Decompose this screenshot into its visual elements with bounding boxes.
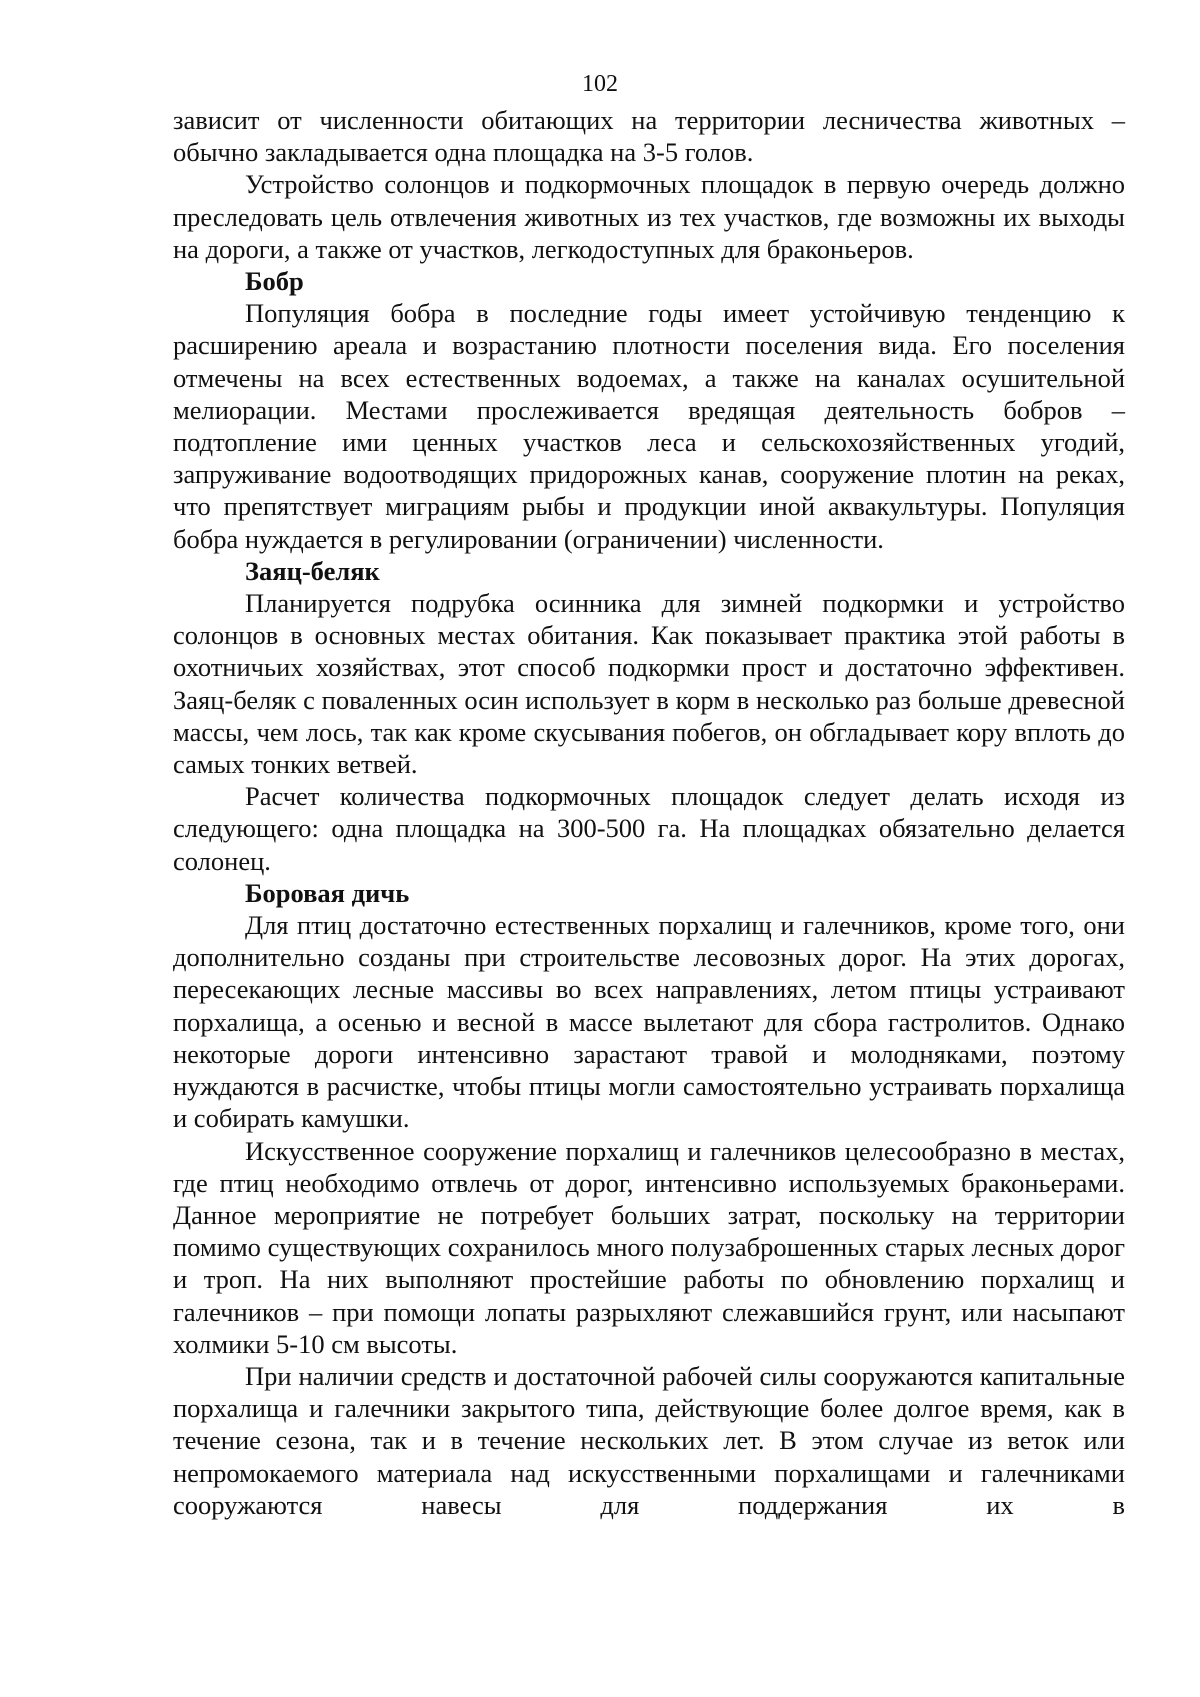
paragraph-hare-sites: Расчет количества подкормочных площадок следует делать исходя из следующего: одна площадка на 300-500 га. На площадках обязательно делается солонец. bbox=[173, 781, 1125, 876]
paragraph-salt-licks: Устройство солонцов и подкормочных площадок в первую очередь должно преследовать цель отвлечения животных из тех участков, где возможны их выходы на дороги, а также от участков, легкодоступных для браконьеров. bbox=[173, 169, 1125, 264]
document-body bbox=[173, 104, 1125, 1521]
heading-beaver: Бобр bbox=[245, 266, 304, 297]
heading-game-birds: Боровая дичь bbox=[245, 877, 410, 908]
heading-hare: Заяц-беляк bbox=[245, 555, 380, 586]
paragraph-beaver: Популяция бобра в последние годы имеет устойчивую тенденцию к расширению ареала и возрастанию плотности поселения вида. Его поселения отмечены на всех естественных водоемах, а также на каналах осушительной мелиорации. Местами прослеживается вредящая деятельность бобров – подтопление ими ценных участков леса и сельскохозяйственных угодий, запруживание водоотводящих придорожных канав, сооружение плотин на реках, что препятствует миграциям рыбы и продукции иной аквакультуры. Популяция бобра нуждается в регулировании (ограничении) численности. bbox=[173, 298, 1125, 554]
paragraph-birds-natural: Для птиц достаточно естественных порхалищ и галечников, кроме того, они дополнительно созданы при строительстве лесовозных дорог. На этих дорогах, пересекающих лесные массивы во всех направлениях, летом птицы устраивают порхалища, а осенью и весной в массе вылетают для сбора гастролитов. Однако некоторые дороги интенсивно зарастают травой и молодняками, поэтому нуждаются в расчистке, чтобы птицы могли самостоятельно устраивать порхалища и собирать камушки. bbox=[173, 910, 1125, 1134]
paragraph-birds-capital: При наличии средств и достаточной рабочей силы сооружаются капитальные порхалища и галечники закрытого типа, действующие более долгое время, как в течение сезона, так и в течение нескольких лет. В этом случае из веток или непромокаемого материала над искусственными порхалищами и галечниками сооружаются навесы для поддержания их в bbox=[173, 1360, 1125, 1520]
paragraph-hare-feeding: Планируется подрубка осинника для зимней подкормки и устройство солонцов в основных местах обитания. Как показывает практика этой работы в охотничьих хозяйствах, этот способ подкормки прост и достаточно эффективен. Заяц-беляк с поваленных осин использует в корм в несколько раз больше древесной массы, чем лось, так как кроме скусывания побегов, он обгладывает кору вплоть до самых тонких ветвей. bbox=[173, 588, 1125, 780]
page-number: 102 bbox=[582, 71, 618, 97]
paragraph-continued: зависит от численности обитающих на территории лесничества животных – обычно закладывается одна площадка на 3-5 голов. bbox=[173, 105, 1125, 168]
paragraph-birds-artificial: Искусственное сооружение порхалищ и галечников целесообразно в местах, где птиц необходимо отвлечь от дорог, интенсивно используемых браконьерами. Данное мероприятие не потребует больших затрат, поскольку на территории помимо существующих сохранилось много полузаброшенных старых лесных дорог и троп. На них выполняют простейшие работы по обновлению порхалищ и галечников – при помощи лопаты разрыхляют слежавшийся грунт, или насыпают холмики 5-10 см высоты. bbox=[173, 1135, 1125, 1359]
